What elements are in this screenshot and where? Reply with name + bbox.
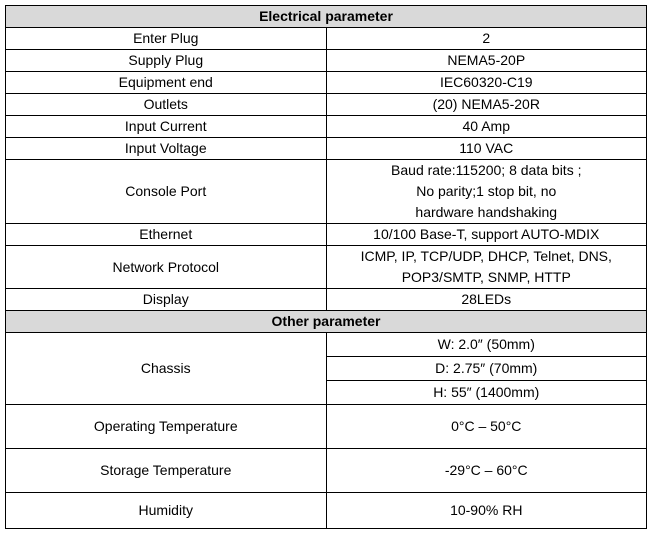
table-row	[6, 333, 647, 357]
chassis-width: W: 2.0″ (50mm)	[326, 333, 647, 357]
row-label: Operating Temperature	[6, 405, 327, 449]
chassis-depth: D: 2.75″ (70mm)	[326, 357, 647, 381]
row-value: ICMP, IP, TCP/UDP, DHCP, Telnet, DNS, POP3/SMTP, SNMP, HTTP	[326, 246, 647, 289]
table-row	[6, 116, 647, 138]
row-label: Supply Plug	[6, 50, 327, 72]
spec-table-container	[5, 5, 647, 529]
table-row	[6, 493, 647, 529]
row-value: Baud rate:115200; 8 data bits ; No parity;1 stop bit, no hardware handshaking	[326, 160, 647, 224]
table-row	[6, 160, 647, 224]
table-row	[6, 94, 647, 116]
table-row	[6, 50, 647, 72]
row-label: Ethernet	[6, 224, 327, 246]
row-label: Input Current	[6, 116, 327, 138]
row-label: Humidity	[6, 493, 327, 529]
row-label: Display	[6, 289, 327, 311]
row-label: Equipment end	[6, 72, 327, 94]
row-value: -29°C – 60°C	[326, 449, 647, 493]
table-row	[6, 449, 647, 493]
row-value: IEC60320-C19	[326, 72, 647, 94]
table-row	[6, 289, 647, 311]
row-value: 28LEDs	[326, 289, 647, 311]
section-title: Other parameter	[6, 311, 647, 333]
row-value: (20) NEMA5-20R	[326, 94, 647, 116]
row-value: 40 Amp	[326, 116, 647, 138]
section-header-other	[6, 311, 647, 333]
section-title: Electrical parameter	[6, 6, 647, 28]
row-label: Network Protocol	[6, 246, 327, 289]
section-header-electrical	[6, 6, 647, 28]
specification-table	[5, 5, 647, 529]
table-row	[6, 246, 647, 289]
row-value: 110 VAC	[326, 138, 647, 160]
row-value: 10-90% RH	[326, 493, 647, 529]
row-label: Input Voltage	[6, 138, 327, 160]
row-label: Outlets	[6, 94, 327, 116]
table-row	[6, 72, 647, 94]
table-row	[6, 405, 647, 449]
row-value: 2	[326, 28, 647, 50]
table-row	[6, 224, 647, 246]
row-label: Console Port	[6, 160, 327, 224]
chassis-height: H: 55″ (1400mm)	[326, 381, 647, 405]
table-row	[6, 138, 647, 160]
row-value: NEMA5-20P	[326, 50, 647, 72]
row-value: 0°C – 50°C	[326, 405, 647, 449]
row-label: Enter Plug	[6, 28, 327, 50]
table-row	[6, 28, 647, 50]
row-label: Storage Temperature	[6, 449, 327, 493]
row-label-chassis: Chassis	[6, 333, 327, 405]
row-value: 10/100 Base-T, support AUTO-MDIX	[326, 224, 647, 246]
